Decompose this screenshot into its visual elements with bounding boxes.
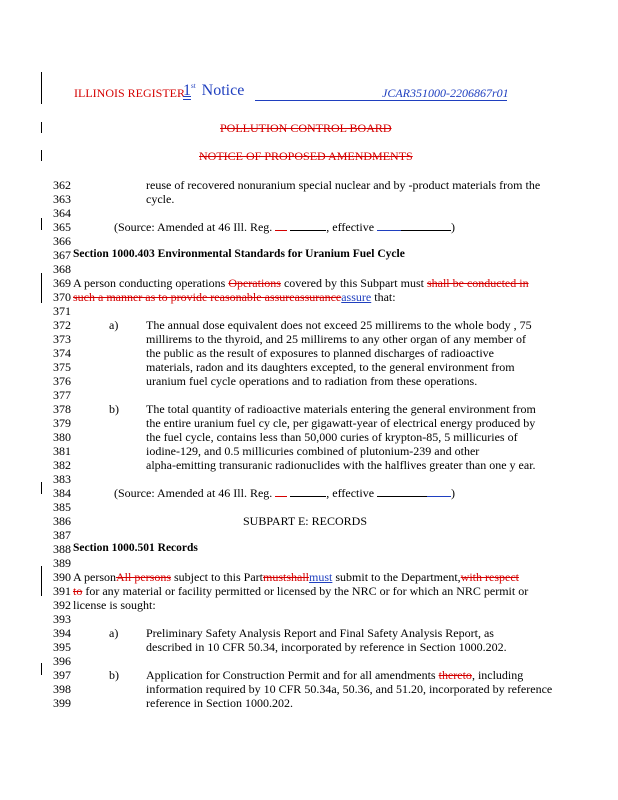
list-marker: b): [109, 668, 119, 682]
line-number: 385: [53, 500, 71, 514]
text-line: reference in Section 1000.202.: [146, 696, 293, 710]
line-number: 380: [53, 430, 71, 444]
line-number: 396: [53, 654, 71, 668]
line-number: 377: [53, 388, 71, 402]
text-line: the public as the result of exposures to planned discharges of radioactive: [146, 346, 495, 360]
line-number: 373: [53, 332, 71, 346]
text-line: the entire uranium fuel cy cle, per gigawatt-year of electrical energy produced by: [146, 416, 536, 430]
text-line: [73, 570, 519, 585]
deleted-text: shall be conducted in: [426, 276, 529, 290]
register-title: ILLINOIS REGISTER: [74, 86, 185, 100]
change-bar: [41, 663, 42, 675]
line-number: 387: [53, 528, 71, 542]
text-line: license is sought:: [73, 598, 156, 612]
register-header: [74, 86, 185, 101]
line-number: 379: [53, 416, 71, 430]
subpart-heading: SUBPART E: RECORDS: [243, 514, 367, 528]
line-number: 394: [53, 626, 71, 640]
line-number: 391: [53, 584, 71, 598]
source-text: (Source: Amended at 46 Ill. Reg.: [114, 220, 276, 234]
text-span: A person conducting operations: [73, 276, 229, 290]
line-number: 364: [53, 206, 71, 220]
line-number: 363: [53, 192, 71, 206]
blank: [401, 220, 451, 231]
text-span: A person: [73, 570, 116, 584]
deleted-text: mustshall: [263, 570, 310, 584]
text-span: Application for Construction Permit and for all amendments: [146, 668, 439, 682]
text-span: covered by this Subpart must: [280, 276, 427, 290]
blank-blue: [377, 220, 401, 231]
line-number: 388: [53, 542, 71, 556]
change-bar: [41, 273, 42, 303]
text-line: [73, 584, 528, 599]
source-close: ): [451, 220, 456, 234]
notice-number: 1: [183, 82, 191, 99]
line-number: 370: [53, 290, 71, 304]
change-bar: [41, 122, 42, 133]
deleted-text: to: [73, 584, 83, 598]
blank: [377, 486, 427, 497]
text-line: materials, radon and its daughters excepted, to the general environment from: [146, 360, 515, 374]
text-line: information required by 10 CFR 50.34a, 50.36, and 51.20, incorporated by reference: [146, 682, 553, 696]
line-number: 392: [53, 598, 71, 612]
notice-label: Notice: [201, 82, 245, 99]
text-line: [146, 668, 523, 683]
line-number: 378: [53, 402, 71, 416]
notice-title: NOTICE OF PROPOSED AMENDMENTS: [199, 149, 413, 163]
text-line: [73, 276, 529, 291]
line-number: 386: [53, 514, 71, 528]
change-bar: [41, 150, 42, 161]
text-line: uranium fuel cycle operations and to radiation from these operations.: [146, 374, 478, 388]
source-effective: , effective: [326, 220, 378, 234]
line-number: 371: [53, 304, 71, 318]
line-number: 366: [53, 234, 71, 248]
inserted-text: must: [309, 570, 333, 584]
text-line: Preliminary Safety Analysis Report and Final Safety Analysis Report, as: [146, 626, 494, 640]
notice-superscript: st: [191, 82, 196, 90]
text-line: The total quantity of radioactive materials entering the general environment from: [146, 402, 536, 416]
text-line: The annual dose equivalent does not exceed 25 millirems to the whole body , 75: [146, 318, 532, 332]
change-bar: [41, 566, 42, 596]
jcar-code: JCAR351000-2206867r01: [382, 86, 509, 100]
list-marker: a): [109, 318, 119, 332]
line-number: 374: [53, 346, 71, 360]
line-number: 384: [53, 486, 71, 500]
line-number: 375: [53, 360, 71, 374]
line-number: 390: [53, 570, 71, 584]
line-number: 398: [53, 682, 71, 696]
blank-blue: [427, 486, 451, 497]
line-number: 393: [53, 612, 71, 626]
line-number: 397: [53, 668, 71, 682]
text-line: iodine-129, and 0.5 millicuries combined of plutonium-239 and other: [146, 444, 480, 458]
text-line: millirems to the thyroid, and 25 millirems to any other organ of any member of: [146, 332, 527, 346]
board-name: POLLUTION CONTROL BOARD: [220, 121, 392, 135]
line-number: 365: [53, 220, 71, 234]
source-note: [114, 220, 455, 235]
text-line: [73, 290, 396, 305]
line-number: 389: [53, 556, 71, 570]
change-bar: [41, 72, 42, 104]
blank-red: [275, 220, 287, 231]
source-close: ): [451, 486, 456, 500]
line-number: 399: [53, 696, 71, 710]
text-line: described in 10 CFR 50.34, incorporated by reference in Section 1000.202.: [146, 640, 507, 654]
line-number: 372: [53, 318, 71, 332]
line-number: 369: [53, 276, 71, 290]
deleted-text: thereto: [438, 668, 472, 682]
notice-marker: [183, 82, 244, 100]
deleted-text: Operations: [228, 276, 281, 290]
source-text: (Source: Amended at 46 Ill. Reg.: [114, 486, 276, 500]
line-number: 382: [53, 458, 71, 472]
change-bar: [41, 482, 42, 494]
deleted-text: with respect: [460, 570, 519, 584]
line-number: 381: [53, 444, 71, 458]
deleted-text: such a manner as to provide reasonable assure: [73, 290, 295, 304]
deleted-text: All persons: [116, 570, 171, 584]
deleted-text: assurance: [294, 290, 342, 304]
section-heading: Section 1000.501 Records: [73, 542, 198, 554]
text-span: , including: [471, 668, 524, 682]
line-number: 367: [53, 248, 71, 262]
text-line: cycle.: [146, 192, 175, 206]
text-span: for any material or facility permitted or licensed by the NRC or for which an NRC permit or: [82, 584, 529, 598]
line-number: 362: [53, 178, 71, 192]
source-note: [114, 486, 455, 501]
list-marker: a): [109, 626, 119, 640]
text-span: that:: [371, 290, 396, 304]
text-line: alpha-emitting transuranic radionuclides with the halflives greater than one y ear.: [146, 458, 536, 472]
text-span: subject to this Part: [171, 570, 263, 584]
blank: [290, 486, 326, 497]
source-effective: , effective: [326, 486, 378, 500]
line-number: 368: [53, 262, 71, 276]
section-heading: Section 1000.403 Environmental Standards for Uranium Fuel Cycle: [73, 248, 405, 260]
text-line: the fuel cycle, contains less than 50,000 curies of krypton-85, 5 millicuries of: [146, 430, 518, 444]
inserted-text: assure: [341, 290, 372, 304]
blank: [290, 220, 326, 231]
text-span: submit to the Department,: [332, 570, 461, 584]
blank-red: [275, 486, 287, 497]
line-number: 383: [53, 472, 71, 486]
change-bar: [41, 218, 42, 230]
list-marker: b): [109, 402, 119, 416]
text-line: reuse of recovered nonuranium special nuclear and by -product materials from the: [146, 178, 541, 192]
line-number: 376: [53, 374, 71, 388]
line-number: 395: [53, 640, 71, 654]
